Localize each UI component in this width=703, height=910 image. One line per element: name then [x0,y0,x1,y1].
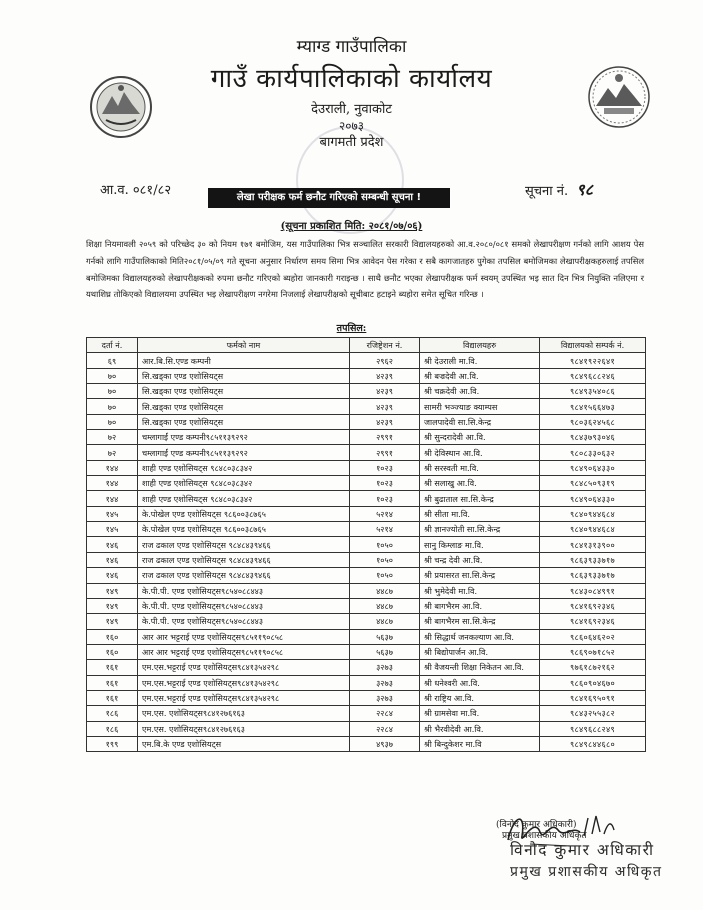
row-registration-number: २२८४ [350,721,420,736]
table-row [87,721,646,736]
row-registration-no: १८६ [87,721,138,736]
table-row [87,445,646,460]
row-firm-name: चम्लागाईं एण्ड कम्पनी९८५११३९२९२ [138,430,350,445]
table-row [87,384,646,399]
notice-body-text: शिक्षा नियमावली २०५९ को परिच्छेद ३० को नियम १७१ बमोजिम, यस गाउँपालिका भित्र सञ्चालित सरकारी विद्यालयहरुको आ.व.२०८०/०८१ समको लेखापरीक्षण गर्नको लागि आशय पेस गर्नको लागि गाउँपालिकाको मिति२०८१/०५/०९ गते सूचना अनुसार निर्धारण समय सिमा भित्र आवेदन पेस गरेका र सबै कागजातहरु पुगेका तपसिल बमोजिमका लेखापरीक्षकहरुलाई तपसिल बमोजिमका विद्यालयहरुको लेखापरीक्षकको रुपमा छनौट गरिएको ब्यहोरा जानकारी गराइन्छ । साथै छनौट भएका लेखापरीक्षक फर्म स्वयम् उपस्थित भइ सात दिन भित्र नियुक्ति नलिएमा र यथाशिघ्र तोकिएको विद्यालयमा उपस्थित भइ लेखापरीक्षण नगरेमा निजलाई लेखापरीक्षको सूचीबाट हटाइने ब्यहोरा समेत सूचित गरिन्छ । [86,239,644,300]
row-firm-name: आर आर भट्टराई एण्ड एशोसियट्स९८५११९०८५८ [138,629,350,644]
row-registration-number: ४२३९ [350,384,420,399]
table-row [87,614,646,629]
row-firm-name: शाही एण्ड एशोसियट्स ९८४८०३८३४२ [138,476,350,491]
row-firm-name: के.पोखेल एण्ड एशोसियट्स ९८६००३८७६५ [138,522,350,537]
row-registration-no: १४४ [87,460,138,475]
row-school-contact: ९८४०९४४६८४ [540,506,646,521]
table-title-line [0,321,703,334]
row-school: श्री चन्द्र देवी आ.वि. [420,552,540,567]
row-school-contact: ९८६०६४६२०२ [540,629,646,644]
row-registration-number: ४२३९ [350,368,420,383]
table-row [87,736,646,751]
row-school-contact: ९८४८५०९३१९ [540,476,646,491]
header-registration-no: दर्ता नं. [87,338,138,353]
row-registration-no: ७० [87,399,138,414]
row-registration-number: ४४८७ [350,614,420,629]
row-registration-no: १४६ [87,552,138,567]
row-registration-no: १६१ [87,660,138,675]
title-stamp: प्रमुख प्रशासकीय अधिकृत [510,864,663,880]
row-firm-name: के.पी.पी. एण्ड एशोसियट्स९८५४०८८४४३ [138,614,350,629]
row-school-contact: ९८४०९४४६८४ [540,522,646,537]
row-registration-no: १६१ [87,675,138,690]
row-firm-name: राज ढकाल एण्ड एशोसियट्स ९८४८४३९४६६ [138,568,350,583]
row-school: सानु किम्लाङ मा.वि. [420,537,540,552]
row-school: श्री बिद्योपार्जन आ.वि. [420,644,540,659]
office-name: गाउँ कार्यपालिकाको कार्यालय [210,64,493,94]
row-registration-no: १६० [87,644,138,659]
row-school-contact: ९८०८३३०६३२ [540,445,646,460]
table-row [87,368,646,383]
row-registration-number: ५६३७ [350,644,420,659]
office-address: देउराली, नुवाकोट [311,102,392,117]
row-school: श्री बिन्दुकेशर मा.वि [420,736,540,751]
municipality-name: म्याग्‍ड गाउँपालिका [296,37,407,57]
row-school-contact: ९८४९०६४३३० [540,491,646,506]
row-school: श्री भैरवीदेवी आ.वि. [420,721,540,736]
row-registration-number: १०५० [350,568,420,583]
row-firm-name: के.पी.पी. एण्ड एशोसियट्स९८५४०८८४४३ [138,598,350,613]
row-school: श्री सिद्धार्थ जनकल्याण आ.वि. [420,629,540,644]
row-school: श्री देविस्थान आ.वि. [420,445,540,460]
table-row [87,552,646,567]
row-firm-name: सि.खड्का एण्ड एशोसियट्स [138,368,350,383]
row-registration-number: ४९३७ [350,736,420,751]
established-year: २०७३ [339,119,364,133]
row-firm-name: सि.खड्का एण्ड एशोसियट्स [138,399,350,414]
signatory-name: (विनोद कुमार अधिकारी) [496,820,577,830]
notice-number-label: सूचना नं. [525,184,569,199]
row-school: श्री ज्ञानज्योती सा.सि.केन्द्र [420,522,540,537]
row-school: श्री देउराली मा.वि. [420,353,540,368]
table-title: तपसिल: [336,323,367,334]
name-stamp: विनोद कुमार अधिकारी [510,841,655,859]
row-school: श्री धनेश्वरी आ.वि. [420,675,540,690]
nepal-emblem-left-icon [88,74,154,140]
header-school-contact: विद्यालयको सम्पर्क नं. [540,338,646,353]
table-row [87,476,646,491]
table-row [87,414,646,429]
row-registration-number: १०२३ [350,491,420,506]
table-row [87,675,646,690]
row-firm-name: सि.खड्का एण्ड एशोसियट्स [138,384,350,399]
row-school-contact: ९८४९८४४६८० [540,736,646,751]
row-registration-no: १४४ [87,491,138,506]
row-school: सामरी भञ्ज्याङ क्याम्पस [420,399,540,414]
row-school: श्री सरस्वती मा.वि. [420,460,540,475]
row-registration-no: ७० [87,414,138,429]
row-firm-name: एम.बि.के एण्ड एशोसियट्स [138,736,350,751]
row-school: श्री सीता मा.वि. [420,506,540,521]
table-row [87,598,646,613]
header-firm-name: फर्मको नाम [138,338,350,353]
row-school-contact: ९८४१६९५०९१ [540,690,646,705]
row-registration-number: १०५० [350,537,420,552]
row-registration-no: ६९ [87,353,138,368]
row-school-contact: ९८४१६९२३४६ [540,598,646,613]
row-registration-number: ५२१४ [350,506,420,521]
row-registration-number: ५६३७ [350,629,420,644]
row-school: श्री प्रयासरत सा.सि.केन्द्र [420,568,540,583]
row-registration-number: २९९१ [350,430,420,445]
row-school: श्री सुन्दरादेवी आ.वि. [420,430,540,445]
row-school-contact: ९८६३९३३७१७ [540,568,646,583]
table-row [87,660,646,675]
row-school: श्री भुमेदेवी मा.वि. [420,583,540,598]
row-firm-name: चम्लागाईं एण्ड कम्पनी९८५११३९२९२ [138,445,350,460]
row-school: जालपादेवी सा.सि.केन्द्र [420,414,540,429]
row-school-contact: ९८४९६८८२४६ [540,368,646,383]
header-schools: विद्यालयहरु [420,338,540,353]
row-registration-no: १४९ [87,583,138,598]
table-row [87,430,646,445]
row-school: श्री चक्रदेवी आ.वि. [420,384,540,399]
table-row [87,690,646,705]
table-row [87,568,646,583]
row-firm-name: राज ढकाल एण्ड एशोसियट्स ९८४८४३९४६६ [138,537,350,552]
row-school-contact: ९८४३२५५३८२ [540,706,646,721]
table-row [87,706,646,721]
table-row [87,491,646,506]
row-firm-name: आर आर भट्टराई एण्ड एशोसियट्स९८५११९०८५८ [138,644,350,659]
row-registration-number: २९९१ [350,445,420,460]
header-registration-number: रजिष्ट्रेशन नं. [350,338,420,353]
row-firm-name: एम.एस.भट्टराई एण्ड एशोसियट्स९८४१३५४२९८ [138,690,350,705]
published-date-line [0,218,703,232]
row-school-contact: ९८४१३१३९०० [540,537,646,552]
table-row [87,644,646,659]
row-registration-number: ४२३९ [350,414,420,429]
row-school: श्री राष्ट्रिय आ.वि. [420,690,540,705]
row-registration-no: १४६ [87,537,138,552]
row-firm-name: आर.बि.सि.एण्ड कम्पनी [138,353,350,368]
row-registration-number: १०५० [350,552,420,567]
row-firm-name: एम.एस. एशोसियट्स९८४१२७६१६३ [138,706,350,721]
table-row [87,506,646,521]
row-firm-name: एम.एस. एशोसियट्स९८४१२७६१६३ [138,721,350,736]
row-school-contact: ९८४३७९३०४६ [540,430,646,445]
signatory-title: प्रमुख प्रशासकीय अधिकृत [502,831,587,841]
row-registration-no: ७० [87,368,138,383]
row-registration-no: १८६ [87,706,138,721]
table-row [87,460,646,475]
row-school: श्री बज्रदेवी आ.वि. [420,368,540,383]
table-header-row [87,338,646,353]
row-registration-number: ३२७३ [350,660,420,675]
row-school: श्री बागभैरम सा.सि.केन्द्र [420,614,540,629]
row-registration-no: १४५ [87,506,138,521]
row-firm-name: के.पी.पी. एण्ड एशोसियट्स९८५४०८८४४३ [138,583,350,598]
row-registration-number: ४२३९ [350,399,420,414]
row-registration-no: ७२ [87,430,138,445]
table-row [87,583,646,598]
row-registration-number: २२८४ [350,706,420,721]
table-row [87,629,646,644]
row-firm-name: सि.खड्का एण्ड एशोसियट्स [138,414,350,429]
row-registration-no: १४४ [87,476,138,491]
row-firm-name: एम.एस.भट्टराई एण्ड एशोसियट्स९८४१३५४२९८ [138,660,350,675]
notice-number-line [525,178,593,200]
published-date: (सूचना प्रकाशित मिति: २०८१/०७/०६) [280,221,423,232]
row-firm-name: के.पोखेल एण्ड एशोसियट्स ९८६००३८७६५ [138,506,350,521]
row-school-contact: ९७६१८७२१६२ [540,660,646,675]
row-school: श्री बागभैरम आ.वि. [420,598,540,613]
row-registration-number: ४४८७ [350,583,420,598]
row-school: श्री ग्रामसेवा मा.वि. [420,706,540,721]
row-registration-no: ७० [87,384,138,399]
row-registration-no: १४६ [87,568,138,583]
notice-number: ९८ [576,180,593,199]
row-firm-name: एम.एस.भट्टराई एण्ड एशोसियट्स९८४१३५४२९८ [138,675,350,690]
row-school-contact: ९८६३९३३७१७ [540,552,646,567]
fiscal-year: आ.व. ०८१/८२ [100,183,172,198]
row-registration-no: १४९ [87,598,138,613]
row-school-contact: ९८६९०७१८५२ [540,644,646,659]
row-school: श्री बुढाताल सा.सि.केन्द्र [420,491,540,506]
row-registration-no: १६० [87,629,138,644]
nepal-emblem-right-icon [586,64,652,130]
row-school-contact: ९८०३६२४५६८ [540,414,646,429]
auditor-assignment-table [86,337,646,752]
row-school-contact: ९८४१९२२६४१ [540,353,646,368]
row-registration-number: ५२१४ [350,522,420,537]
row-school-contact: ९८४३०८४९९१ [540,583,646,598]
row-school-contact: ९८४९०६४३३० [540,460,646,475]
province-name: बागमती प्रदेश [319,135,384,150]
row-firm-name: राज ढकाल एण्ड एशोसियट्स ९८४८४३९४६६ [138,552,350,567]
row-school-contact: ९८४१६९२३४६ [540,614,646,629]
table-row [87,399,646,414]
row-registration-no: ७२ [87,445,138,460]
row-school-contact: ९८४१५६६४७३ [540,399,646,414]
row-school-contact: ९८६०९०४६७० [540,675,646,690]
notice-subject-banner: लेखा परीक्षक फर्म छनौट गरिएको सम्बन्धी सूचना ! [208,188,450,208]
row-firm-name: शाही एण्ड एशोसियट्स ९८४८०३८३४२ [138,491,350,506]
row-school: श्री सलाखु आ.वि. [420,476,540,491]
row-registration-no: १९९ [87,736,138,751]
row-registration-number: १०२३ [350,460,420,475]
row-registration-no: १४९ [87,614,138,629]
row-school-contact: ९८४९६८८२४९ [540,721,646,736]
row-registration-no: १४५ [87,522,138,537]
row-registration-number: १०२३ [350,476,420,491]
row-registration-number: २९६२ [350,353,420,368]
table-row [87,537,646,552]
row-firm-name: शाही एण्ड एशोसियट्स ९८४८०३८३४२ [138,460,350,475]
row-registration-number: ३२७३ [350,690,420,705]
row-registration-number: ३२७३ [350,675,420,690]
table-row [87,353,646,368]
row-registration-number: ४४८७ [350,598,420,613]
row-school: श्री वैजयन्ती शिक्षा निकेतन आ.वि. [420,660,540,675]
row-school-contact: ९८४९३५४०८६ [540,384,646,399]
table-row [87,522,646,537]
row-registration-no: १६१ [87,690,138,705]
table-body [87,353,646,752]
